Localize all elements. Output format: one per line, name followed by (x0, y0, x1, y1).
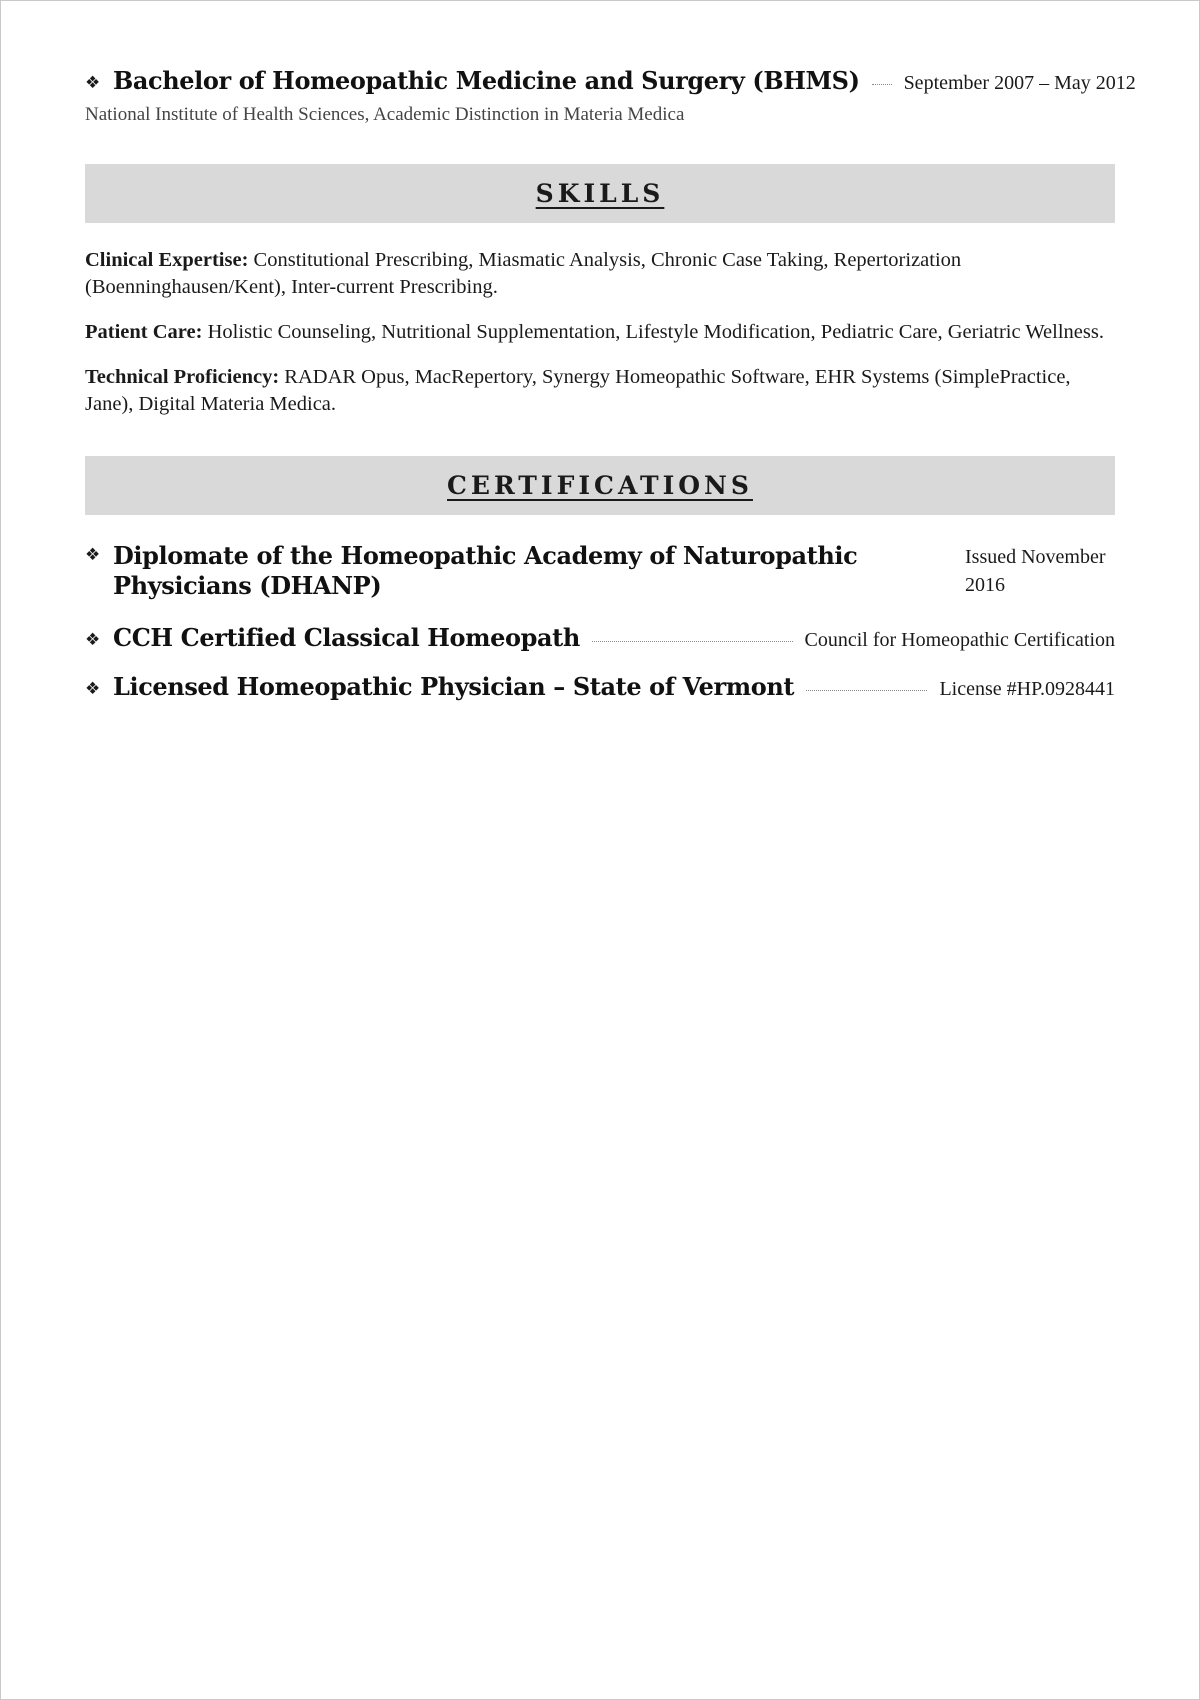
skills-heading: SKILLS (535, 179, 665, 208)
certification-item (85, 541, 1115, 601)
education-entry (85, 66, 1136, 126)
skill-text: Constitutional Prescribing, Miasmatic Analysis, Chronic Case Taking, Repertorization (Boenninghausen/Kent), Inter-current Prescribing. (85, 249, 962, 298)
skills-section-header (85, 164, 1115, 223)
degree-institution: National Institute of Health Sciences, Academic Distinction in Materia Medica (85, 104, 685, 125)
skill-label: Patient Care: (85, 321, 203, 343)
dotted-leader (872, 84, 892, 85)
dotted-leader (806, 690, 927, 691)
certifications-heading: CERTIFICATIONS (447, 471, 753, 500)
skills-list (85, 247, 1115, 418)
certification-item (85, 623, 1115, 652)
certification-title: CCH Certified Classical Homeopath (113, 623, 580, 652)
skill-label: Clinical Expertise: (85, 249, 249, 271)
certification-item (85, 672, 1115, 701)
certification-title: Diplomate of the Homeopathic Academy of Naturopathic Physicians (DHANP) (113, 541, 858, 600)
dotted-leader (592, 641, 793, 642)
skill-text: Holistic Counseling, Nutritional Supplementation, Lifestyle Modification, Pediatric Care, Geriatric Wellness. (202, 321, 1104, 343)
certification-title: Licensed Homeopathic Physician – State of Vermont (113, 672, 795, 701)
skill-technical-proficiency (85, 364, 1115, 418)
resume-content (85, 66, 1136, 701)
certification-meta: License #HP.0928441 (939, 678, 1115, 700)
diamond-bullet-icon: ❖ (85, 545, 101, 565)
skill-patient-care (85, 319, 1115, 346)
certifications-section-header (85, 456, 1115, 515)
diamond-bullet-icon: ❖ (85, 630, 101, 650)
certifications-list (85, 541, 1115, 701)
skill-clinical-expertise (85, 247, 1115, 301)
education-row (85, 66, 1136, 95)
diamond-bullet-icon: ❖ (85, 73, 101, 93)
degree-dates: September 2007 – May 2012 (903, 72, 1136, 94)
certification-meta: Issued November 2016 (965, 546, 1106, 596)
diamond-bullet-icon: ❖ (85, 679, 101, 699)
degree-title: Bachelor of Homeopathic Medicine and Surgery (BHMS) (113, 66, 860, 95)
skill-text: RADAR Opus, MacRepertory, Synergy Homeopathic Software, EHR Systems (SimplePractice, Jane), Digital Materia Medica. (85, 366, 1071, 415)
skill-label: Technical Proficiency: (85, 366, 280, 388)
certification-meta: Council for Homeopathic Certification (804, 629, 1115, 651)
